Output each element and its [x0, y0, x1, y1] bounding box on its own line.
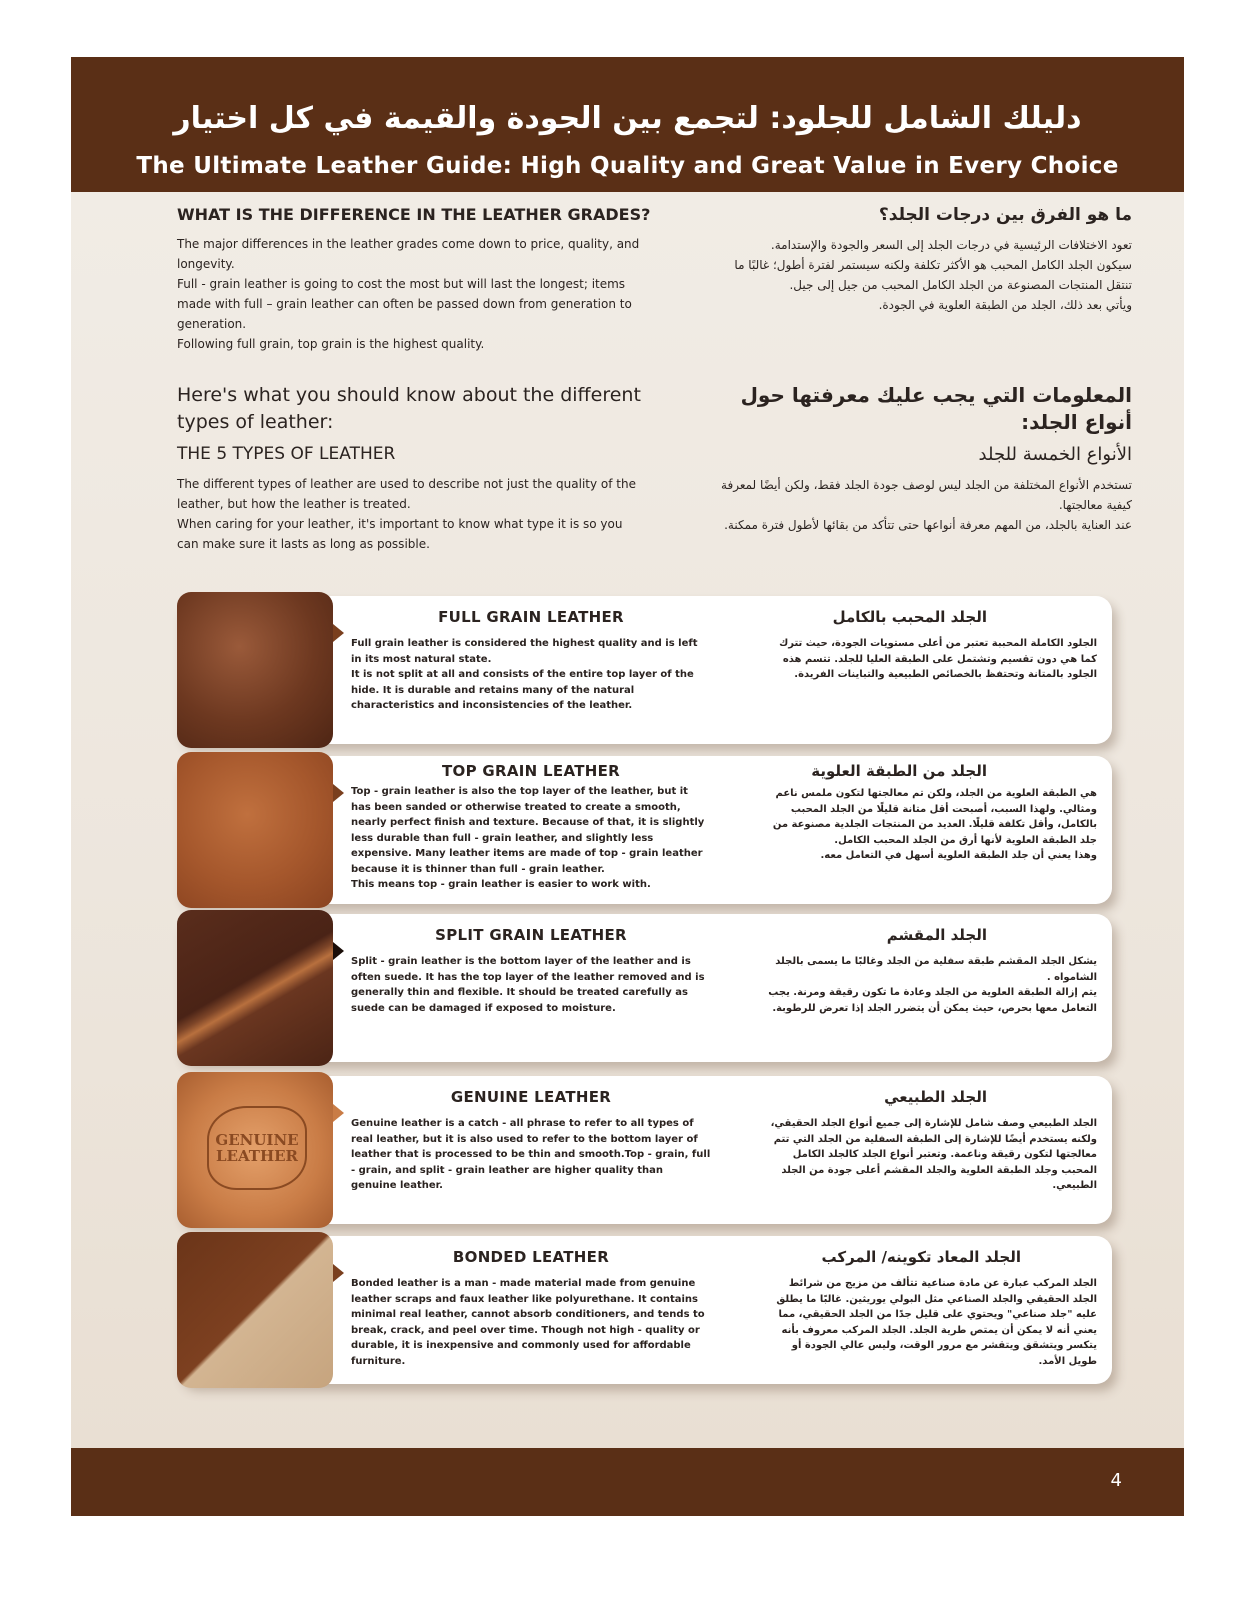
- paragraph: This means top - grain leather is easier to work with.: [351, 879, 651, 890]
- paragraph: الجلود الكاملة المحببة تعتبر من أعلى مستويات الجودة، حيث تترك كما هي دون تقسيم وتشتمل على الطبقة العليا للجلد. تتسم هذه الجلود بالمتانة وتحتفظ بالخصائص الطبيعية والتباينات الفريدة.: [779, 638, 1097, 680]
- paragraph: وهذا يعني أن جلد الطبقة العلوية أسهل في التعامل معه.: [820, 850, 1097, 861]
- genuine-leather-stamp-logo: GENUINE LEATHER: [207, 1106, 307, 1190]
- pointer-arrow: [333, 784, 344, 802]
- card-title-en: FULL GRAIN LEATHER: [438, 608, 624, 626]
- paragraph: It is not split at all and consists of the entire top layer of the hide. It is durable and retains many of the natural characteristics and inconsistencies of the leather.: [351, 669, 694, 711]
- paragraph: يتم إزالة الطبقة العلوية من الجلد وعادة ما تكون رقيقة ومرنة. يجب التعامل معها بحرص، حيث يمكن أن يتضرر الجلد إذا تعرض للرطوبة.: [768, 987, 1097, 1014]
- paragraph: عند العناية بالجلد، من المهم معرفة أنواعها حتى تتأكد من بقائها لأطول فترة ممكنة.: [724, 518, 1132, 532]
- paragraph: The major differences in the leather grades come down to price, quality, and longevity.: [177, 237, 640, 271]
- page-header: [71, 57, 1184, 192]
- card-title-en: TOP GRAIN LEATHER: [442, 762, 620, 780]
- types-text-ar: [712, 475, 1132, 535]
- brochure-page: [71, 57, 1184, 1516]
- card-title-ar: الجلد المعاد تكوينه/ المركب: [821, 1248, 1021, 1266]
- pointer-arrow: [333, 624, 344, 642]
- intro-english: [177, 205, 657, 354]
- card-text-ar: [767, 1116, 1097, 1194]
- know-english: [177, 382, 647, 554]
- page-body: [71, 192, 1184, 1448]
- paragraph: Following full grain, top grain is the highest quality.: [177, 337, 485, 351]
- leather-card-full-grain: [177, 596, 1112, 744]
- grades-text-en: [177, 234, 657, 354]
- page-number: 4: [1110, 1470, 1122, 1491]
- types-text-en: [177, 474, 647, 554]
- paragraph: الجلد الطبيعي وصف شامل للإشارة إلى جميع أنواع الجلد الحقيقي، ولكنه يستخدم أيضًا للإشارة إلى الطبقة السفلية من الجلد التي تتم معالجتها لتكون رقيقة وناعمة. وتعتبر أنواع الجلد كالجلد الكامل المحبب وجلد الطبقة العلوية والجلد المقشم أعلى جودة من الجلد الطبيعي.: [770, 1118, 1097, 1191]
- pointer-arrow: [333, 1104, 344, 1122]
- know-heading-ar: المعلومات التي يجب عليك معرفتها حول أنواع الجلد:: [740, 383, 1132, 434]
- leather-card-top-grain: [177, 756, 1112, 904]
- leather-card-bonded: [177, 1236, 1112, 1384]
- card-english: [351, 608, 711, 714]
- paragraph: تستخدم الأنواع المختلفة من الجلد ليس لوصف جودة الجلد فقط، ولكن أيضًا لمعرفة كيفية معالجتها.: [721, 478, 1132, 512]
- paragraph: The different types of leather are used to describe not just the quality of the leather, but how the leather is treated.: [177, 477, 636, 511]
- card-text-ar: [767, 954, 1097, 1016]
- top-grain-swatch-image: [177, 752, 333, 908]
- full-grain-swatch-image: [177, 592, 333, 748]
- card-arabic: [767, 762, 1097, 864]
- header-title-arabic: دليلك الشامل للجلود: لتجمع بين الجودة والقيمة في كل اختيار: [173, 101, 1082, 136]
- card-english: [351, 1248, 711, 1369]
- card-arabic: [767, 926, 1097, 1016]
- paragraph: When caring for your leather, it's important to know what type it is so you can make sure it lasts as long as possible.: [177, 517, 623, 551]
- card-text-en: [351, 954, 711, 1016]
- paragraph: سيكون الجلد الكامل المحبب هو الأكثر تكلفة ولكنه سيستمر لفترة أطول؛ غالبًا ما تنتقل المنتجات المصنوعة من الجلد الكامل المحبب من جيل إلى جيل.: [734, 258, 1132, 292]
- know-arabic: [712, 382, 1132, 535]
- card-text-ar: [767, 636, 1097, 683]
- types-heading-ar: الأنواع الخمسة للجلد: [978, 444, 1132, 465]
- card-arabic: [767, 1248, 1097, 1369]
- paragraph: Genuine leather is a catch - all phrase to refer to all types of real leather, but it is also used to refer to the bottom layer of leather that is processed to be thin and smooth.Top - grain, full - grain, and split - grain leather are higher quality than genuine leather.: [351, 1118, 711, 1191]
- paragraph: هي الطبقة العلوية من الجلد، ولكن تم معالجتها لتكون ملمس ناعم ومثالي. ولهذا السبب، أصبحت أقل متانة قليلًا من الجلد المحبب بالكامل، وأقل تكلفة قليلًا. العديد من المنتجات الجلدية مصنوعة من جلد الطبقة العلوية لأنها أرق من الجلد المحبب الكامل.: [772, 788, 1097, 846]
- card-text-en: [351, 1276, 711, 1369]
- grades-question-en: WHAT IS THE DIFFERENCE IN THE LEATHER GRADES?: [177, 205, 651, 224]
- paragraph: تعود الاختلافات الرئيسية في درجات الجلد إلى السعر والجودة والإستدامة.: [770, 238, 1132, 252]
- paragraph: Full grain leather is considered the highest quality and is left in its most natural state.: [351, 638, 698, 665]
- card-text-en: [351, 1116, 711, 1194]
- grades-text-ar: [712, 235, 1132, 315]
- card-text-en: [351, 784, 711, 893]
- paragraph: Split - grain leather is the bottom layer of the leather and is often suede. It has the top layer of the leather removed and is generally thin and flexible. It should be treated carefully as suede can be damaged if exposed to moisture.: [351, 956, 705, 1014]
- card-title-en: SPLIT GRAIN LEATHER: [435, 926, 627, 944]
- card-english: [351, 762, 711, 893]
- card-text-en: [351, 636, 711, 714]
- leather-card-split-grain: [177, 914, 1112, 1062]
- pointer-arrow: [333, 1264, 344, 1282]
- page-footer: [71, 1448, 1184, 1516]
- card-text-ar: [767, 1276, 1097, 1369]
- split-grain-swatch-image: [177, 910, 333, 1066]
- card-title-ar: الجلد المحبب بالكامل: [832, 608, 987, 626]
- paragraph: الجلد المركب عبارة عن مادة صناعية تتألف من مزيج من شرائط الجلد الحقيقي والجلد الصناعي مثل البولي يوريثين. غالبًا ما يطلق عليه "جلد صناعي" ويحتوي على قليل جدًا من الجلد الحقيقي، مما يعني أنه لا يمكن أن يمتص طرية الجلد. الجلد المركب معروف بأنه يتكسر ويتشقق ويتقشر مع مرور الوقت، وليس عالي الجودة أو طويل الأمد.: [776, 1278, 1097, 1367]
- card-title-ar: الجلد المقشم: [886, 926, 987, 944]
- card-arabic: [767, 1088, 1097, 1194]
- pointer-arrow: [333, 942, 344, 960]
- intro-arabic: [712, 205, 1132, 315]
- card-title-en: GENUINE LEATHER: [450, 1088, 612, 1106]
- card-arabic: [767, 608, 1097, 683]
- leather-card-genuine: [177, 1076, 1112, 1224]
- header-title-english: The Ultimate Leather Guide: High Quality and Great Value in Every Choice: [136, 153, 1119, 179]
- paragraph: Full - grain leather is going to cost the most but will last the longest; items made with full – grain leather can often be passed down from generation to generation.: [177, 277, 632, 331]
- types-heading-en: THE 5 TYPES OF LEATHER: [177, 444, 396, 464]
- card-title-ar: الجلد من الطبقة العلوية: [811, 762, 987, 780]
- paragraph: ويأتي بعد ذلك، الجلد من الطبقة العلوية في الجودة.: [878, 298, 1132, 312]
- card-english: [351, 1088, 711, 1194]
- know-heading-en: Here's what you should know about the different types of leather:: [177, 384, 641, 433]
- grades-question-ar: ما هو الفرق بين درجات الجلد؟: [878, 205, 1132, 225]
- card-title-ar: الجلد الطبيعي: [884, 1088, 987, 1106]
- paragraph: يشكل الجلد المقشم طبقة سفلية من الجلد وغالبًا ما يسمى بالجلد الشامواه .: [775, 956, 1097, 983]
- card-title-en: BONDED LEATHER: [452, 1248, 610, 1266]
- bonded-leather-swatch-image: [177, 1232, 333, 1388]
- card-english: [351, 926, 711, 1016]
- paragraph: Top - grain leather is also the top layer of the leather, but it has been sanded or otherwise treated to create a smooth, nearly perfect finish and texture. Because of that, it is slightly less durable than full - grain leather, and slightly less expensive. Many leather items are made of top - grain leather because it is thinner than full - grain leather.: [351, 786, 705, 875]
- paragraph: Bonded leather is a man - made material made from genuine leather scraps and faux leather like polyurethane. It contains minimal real leather, cannot absorb conditioners, and tends to break, crack, and peel over time. Though not high - quality or durable, it is inexpensive and commonly used for affordable furniture.: [351, 1278, 705, 1367]
- card-text-ar: [767, 786, 1097, 864]
- genuine-leather-swatch-image: [177, 1072, 333, 1228]
